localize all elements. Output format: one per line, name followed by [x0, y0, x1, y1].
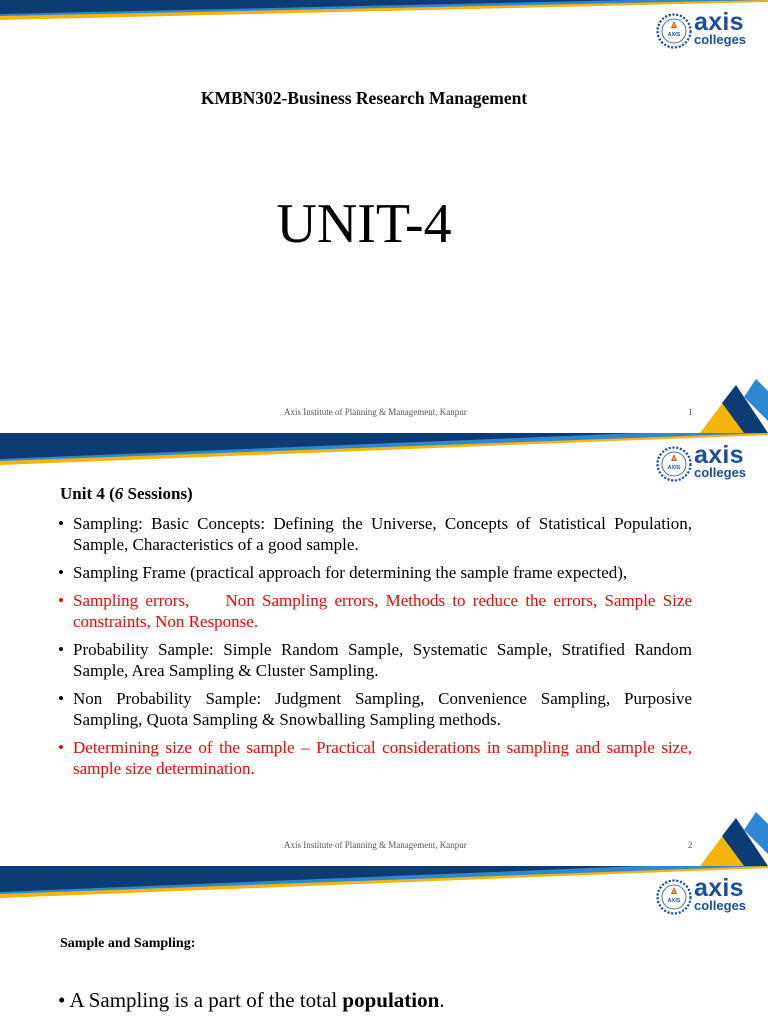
footer-text: Axis Institute of Planning & Management, Kanpur [284, 840, 467, 850]
seal-text: AXIS [667, 32, 681, 38]
logo-subtitle: colleges [694, 465, 747, 480]
seal-text: AXIS [667, 465, 681, 471]
corner-triangles-graphic [700, 379, 768, 433]
list-item: • Sampling Frame (practical approach for determining the sample frame expected), [58, 563, 628, 582]
logo-subtitle: colleges [694, 898, 747, 913]
unit-title: UNIT-4 [276, 193, 452, 255]
top-banner-stripes [0, 433, 768, 469]
logo-word: axis [694, 8, 744, 36]
seal-icon [656, 879, 692, 915]
top-banner-stripes [0, 0, 768, 36]
slide-footer [0, 404, 768, 430]
axis-colleges-logo [656, 8, 760, 52]
seal-text: AXIS [667, 898, 681, 904]
corner-triangles-graphic [700, 812, 768, 866]
list-item: • Sampling errors, Non Sampling errors, Methods to reduce the errors, Sample Size constraints, Non Response. [58, 591, 697, 631]
axis-colleges-logo [656, 874, 760, 918]
list-item: • Probability Sample: Simple Random Sample, Systematic Sample, Stratified Random Sample, Area Sampling & Cluster Sampling. [58, 640, 692, 680]
footer-text: Axis Institute of Planning & Management, Kanpur [284, 407, 467, 417]
page-number: 1 [688, 407, 693, 417]
list-item: • Non Probability Sample: Judgment Sampling, Convenience Sampling, Purposive Sampling, Quota Sampling & Snowballing Sampling methods. [58, 689, 692, 729]
axis-colleges-logo [656, 441, 760, 485]
topic-list [58, 513, 697, 786]
slide-3 [0, 866, 768, 1024]
slide-1 [0, 0, 768, 433]
page-number: 2 [688, 840, 693, 850]
seal-icon [656, 446, 692, 482]
seal-icon [656, 13, 692, 49]
unit-heading: Unit 4 (6 Sessions) [60, 484, 193, 503]
slide-footer [0, 837, 768, 863]
list-item: • A Sampling is a part of the total population. [58, 988, 445, 1012]
slide-2 [0, 433, 768, 866]
section-heading: Sample and Sampling: [60, 936, 196, 951]
logo-word: axis [694, 874, 744, 902]
list-item: • Sampling: Basic Concepts: Defining the Universe, Concepts of Statistical Population, Sample, Characteristics of a good sample. [58, 514, 692, 554]
top-banner-stripes [0, 866, 768, 902]
logo-word: axis [694, 441, 744, 469]
course-title: KMBN302-Business Research Management [200, 88, 528, 108]
logo-subtitle: colleges [694, 32, 747, 47]
list-item: • Determining size of the sample – Practical considerations in sampling and sample size, sample size determination. [58, 738, 692, 778]
